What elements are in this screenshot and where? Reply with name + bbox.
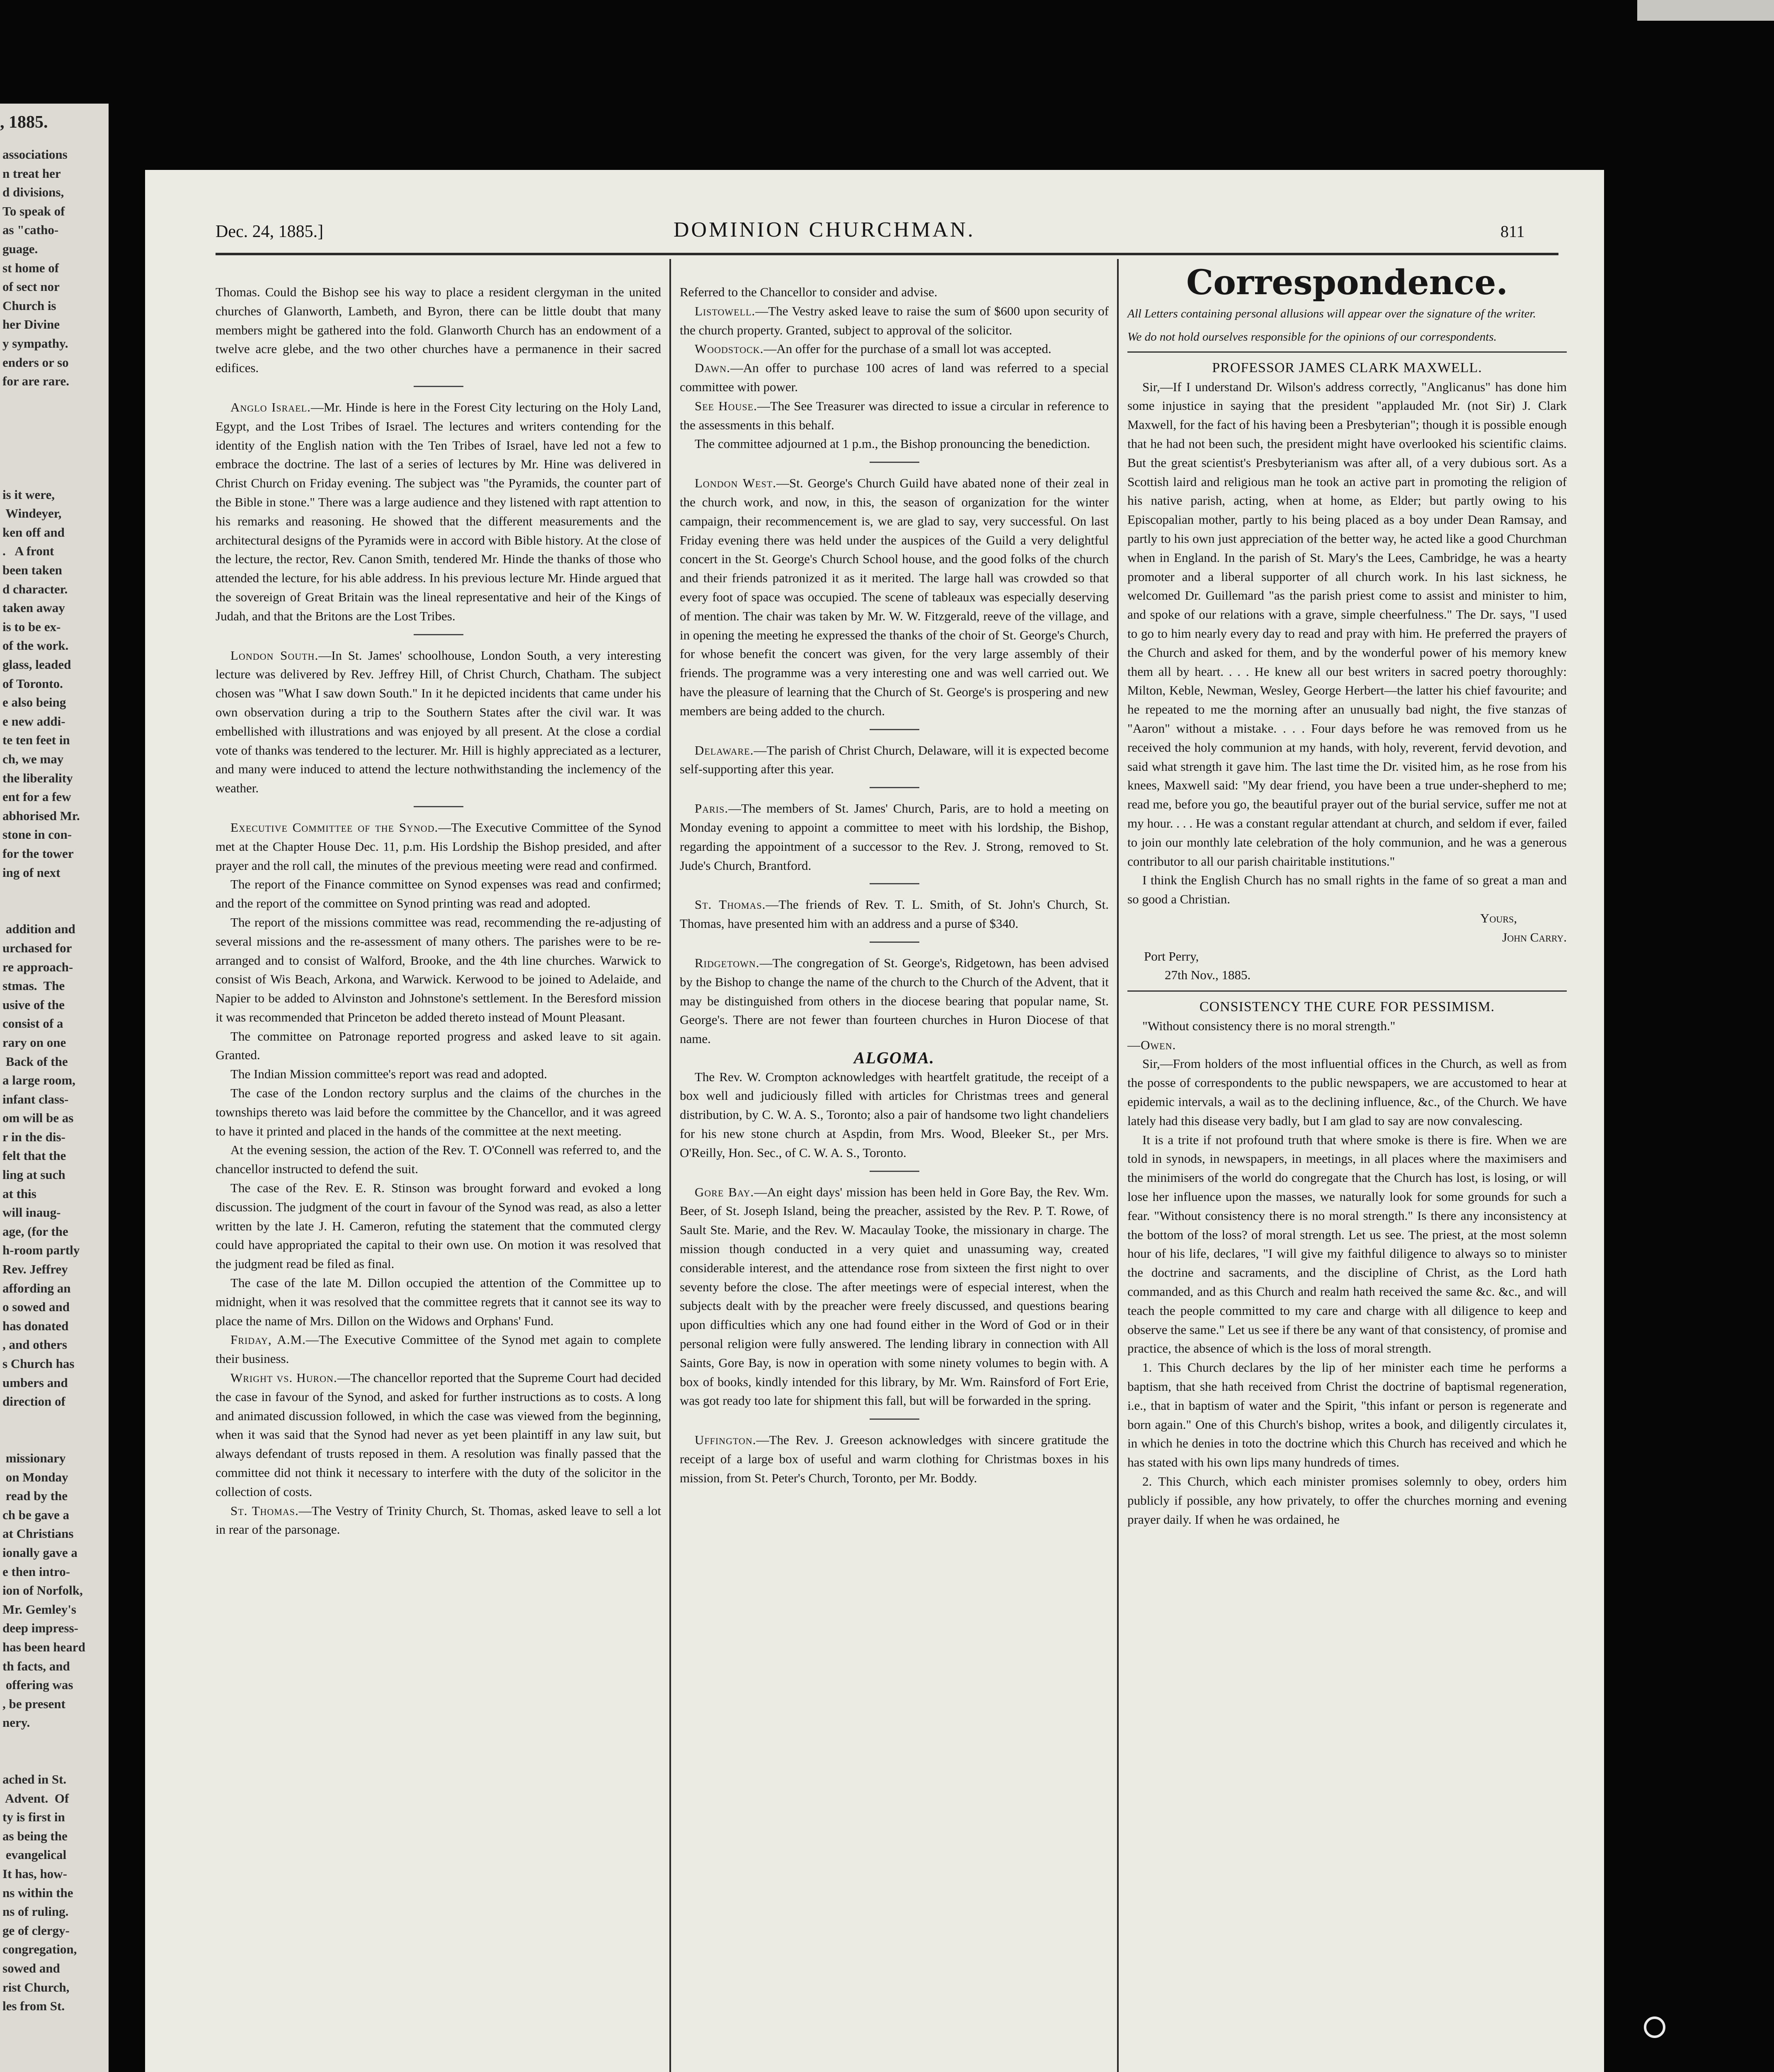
- article-text: —The friends of Rev. T. L. Smith, of St. John's Church, St. Thomas, have presented him with an address and a purse of $340.: [680, 897, 1109, 931]
- column-rule-2: [1117, 259, 1119, 2072]
- article-paragraph: [216, 1179, 661, 1273]
- section-separator: [870, 942, 919, 943]
- article-text: Thomas. Could the Bishop see his way to place a resident clergyman in the united churches of Glanworth, Lambeth, and Byron, there can be little doubt that many members might be gathered into the fold. Glanworth Church has an endowment of a twelve acre glebe, and the two other churches have a permanence in their sacred edifices.: [216, 285, 661, 375]
- article-paragraph: [680, 358, 1109, 397]
- section-separator: [870, 883, 919, 884]
- article-text: —The See Treasurer was directed to issue a circular in reference to the assessments in this behalf.: [680, 398, 1109, 432]
- article-text: —The parish of Christ Church, Delaware, will it is expected become self-supporting after this year.: [680, 743, 1109, 777]
- letter-signature: John Carry.: [1502, 929, 1567, 944]
- article-paragraph: [680, 474, 1109, 720]
- article-lead: Executive Committee of the Synod.: [230, 820, 439, 835]
- newspaper-page: [145, 170, 1604, 2072]
- article-text: The report of the Finance committee on Synod expenses was read and confirmed; and the report of the committee on Synod printing was read and adopted.: [216, 877, 661, 911]
- article-lead: Anglo Israel.: [230, 399, 311, 414]
- article-lead: London South.: [230, 648, 319, 663]
- divider: [1127, 990, 1567, 992]
- article-paragraph: [216, 283, 661, 378]
- letter-paragraph: Sir,—From holders of the most influential offices in the Church, as well as from the posse of correspondents to the public newspapers, we are accustomed to hear at epidemic intervals, a wail as to the declining influence, &c., of the Church. We have lately had this disease very badly, but I am glad to say are now convalescing.: [1127, 1056, 1567, 1128]
- article-lead: Paris.: [695, 801, 729, 816]
- article-paragraph: [680, 799, 1109, 875]
- section-separator: [870, 462, 919, 463]
- letter-place: Port Perry,: [1144, 949, 1199, 963]
- article-lead: Friday, A.M.: [230, 1332, 306, 1347]
- article-text: —The chancellor reported that the Supreme Court had decided the case in favour of the Synod, and asked for further instructions as to costs. A long and animated discussion followed, in which the case was viewed from the beginning, when it was said that the Synod had never as yet been plaintiff in any law suit, but always defendant of trusts reposed in them. A resolution was finally passed that the committee did not think it necessary to interfere with the duty of the solicitor in the collection of costs.: [216, 1370, 661, 1499]
- article-paragraph: [680, 741, 1109, 779]
- article-paragraph: [216, 1084, 661, 1140]
- article-text: The report of the missions committee was read, recommending the re-adjusting of several missions and the re-assessment of many others. The parishes were to be re-arranged and to consist of Walford, Brooke, and the 4th line churches. Warwick to consist of Wis Beach, Arkona, and Warwick. Kerwood to be joined to Adelaide, and Napier to be added to Alvinston and Johnstone's settlement. In the Beresford mission it was recommended that Princeton be added thereto instead of Mount Pleasant.: [216, 915, 661, 1024]
- article-text: The case of the London rectory surplus and the claims of the churches in the townships thereto was laid before the committee by the Chancellor, and it was agreed to have it printed and placed in the hands of the committee at the next meeting.: [216, 1086, 661, 1138]
- article-paragraph: [216, 1501, 661, 1539]
- scan-corner: [1637, 0, 1774, 21]
- article-lead: Wright vs. Huron.: [230, 1370, 337, 1385]
- divider: [1127, 351, 1567, 353]
- article-paragraph: [680, 302, 1109, 340]
- section-separator: [870, 787, 919, 788]
- letter-paragraph: Sir,—If I understand Dr. Wilson's address correctly, "Anglicanus" has done him some injustice in saying that the president "applauded Mr. (not Sir) J. Clark Maxwell, for the fact of his having been a Presbyterian"; though it is possible enough that he had not been such, the president might have overlooked his scientific claims. But the great scientist's Presbyterianism was after all, of a very dubious sort. As a Scottish laird and religious man he took an active part in promoting the religion of his native parish, acting, when at home, as Elder; but partly owing to his Episcopalian mother, partly to his being placed as a boy under Dean Ramsay, and partly to his own just appreciation of the better way, he acted like a good Churchman when in England. In the parish of St. Mary's the Lees, Cambridge, he was a hearty promoter and a liberal supporter of all church work. In his last sickness, he welcomed Dr. Guillemard "as the parish priest come to assist and minister to him, and spoke of our relations with a grave, simple cheerfulness." The Dr. says, "I used to go to him nearly every day to read and pray with him. He preferred the prayers of the Church and asked for them, and by the wonderful power of his memory knew them all by heart. . . . He knew all our best writers in sacred poetry thoroughly: Milton, Keble, Newman, Wesley, George Herbert—the latter his chief favourite; and he repeated to me the morning after an unusually bad night, the five stanzas of "Aaron" without a mistake. . . . Four days before he was removed from us he received the holy communion at my hands, with holy, reverent, fervid devotion, and said what strength it gave him. The last time the Dr. visited him, as he rose from his knees, Maxwell said: "My dear friend, you have been a true under-shepherd to me; read me, before you go, the beautiful prayer out of the burial service, suffer me not at my hour. . . . He was a constant regular attendant at church, and seldom if ever, failed to join our monthly late celebration of the holy communion, and he was a generous contributor to all our parish chairitable institutions.": [1127, 379, 1567, 869]
- article-text: —The congregation of St. George's, Ridgetown, has been advised by the Bishop to change the name of the church to the Church of the Advent, that it may be distinguished from others in the diocese bearing that popular name, St. George's. There are not fewer than fourteen churches in Huron Diocese of that name.: [680, 955, 1109, 1046]
- article-text: The committee on Patronage reported progress and asked leave to sit again. Granted.: [216, 1029, 661, 1063]
- algoma-heading: ALGOMA.: [853, 1048, 935, 1067]
- article-paragraph: [216, 1065, 661, 1084]
- page-date: Dec. 24, 1885.]: [216, 222, 324, 241]
- left-fragment-text: associations n treat her d divisions, To speak of as "catho- guage. st home of of sect nor Church is her Divine y sympathy. enders or so for are rare. is it were, Windeyer, ken off and . A front been taken d character. taken away is to be ex- of the work. glass, leaded of Toronto. e also being e new addi- te ten feet in ch, we may the liberality ent for a few abhorised Mr. stone in con- for the tower ing of next addition and urchased for re approach- stmas. The usive of the consist of a rary on one Back of the a large room, infant class- om will be as r in the dis- felt that the ling at such at this will inaug- age, (for the h-room partly Rev. Jeffrey affording an o sowed and has donated , and others s Church has umbers and direction of missionary on Monday read by the ch be gave a at Christians ionally gave a e then intro- ion of Norfolk, Mr. Gemley's deep impress- has been heard th facts, and offering was , be present nery. ached in St. Advent. Of ty is first in as being the evangelical It has, how- ns within the ns of ruling. ge of clergy- congregation, sowed and rist Church, les from St.: [2, 147, 85, 2014]
- article-paragraph: [680, 895, 1109, 933]
- article-text: The Rev. W. Crompton acknowledges with heartfelt gratitude, the receipt of a box well and judiciously filled with articles for Christmas trees and general distribution, by C. W. A. S., Toronto; also a pair of handsome two light chandeliers for his new stone church at Aspdin, from Mrs. Wood, Bleeker St., per Mrs. O'Reilly, Hon. Sec., of C. W. A. S., Toronto.: [680, 1069, 1109, 1160]
- column-3: [1127, 265, 1567, 1529]
- article-lead: Gore Bay.: [695, 1184, 754, 1199]
- page-number: 811: [1500, 222, 1525, 241]
- article-text: —The Executive Committee of the Synod met again to complete their business.: [216, 1332, 661, 1366]
- article-text: At the evening session, the action of the Rev. T. O'Connell was referred to, and the chancellor instructed to defend the suit.: [216, 1143, 661, 1176]
- article-text: The committee adjourned at 1 p.m., the Bishop pronouncing the benediction.: [695, 436, 1090, 451]
- article-lead: See House.: [695, 398, 757, 413]
- article-paragraph: [216, 1368, 661, 1501]
- article-text: —The members of St. James' Church, Paris, are to hold a meeting on Monday evening to appoint a committee to meet with his lordship, the Bishop, regarding the appointment of a successor to the Rev. J. Strong, removed to St. Jude's Church, Brantford.: [680, 801, 1109, 873]
- article-lead: St. Thomas.: [230, 1503, 299, 1518]
- article-text: —The Executive Committee of the Synod met at the Chapter House Dec. 11, p.m. His Lordship the Bishop presided, and after prayer and the roll call, the minutes of the previous meeting were read and confirmed.: [216, 820, 661, 873]
- article-text: —An offer for the purchase of a small lot was accepted.: [763, 341, 1052, 356]
- article-text: The case of the late M. Dillon occupied the attention of the Committee up to midnight, when it was resolved that the committee regrets that it cannot see its way to place the name of Mrs. Dillon on the Widows and Orphans' Fund.: [216, 1276, 661, 1328]
- article-lead: Uffington.: [695, 1433, 756, 1447]
- letter-paragraph: It is a trite if not profound truth that where smoke is there is fire. When we are told in synods, in newspapers, in meetings, in all places where the maximisers and the minimisers of the world do congregate that the Church has lost, is losing, or will lose her influence upon the masses, we naturally look for some grounds for such a fear. "Without consistency there is no moral strength." Is there any inconsistency at the bottom of the loss? of moral strength. Let us see. The priest, at the most solemn hour of his life, declares, "I will give my faithful diligence to always so to minister the doctrine and sacraments, and the discipline of Christ, as the Lord hath commanded, and as this Church and realm hath received the same &c. &c., and will teach the people committed to my care and charge with all diligence to keep and observe the same." Let us see if there be any want of that consistency, of promise and practice, the absence of which is the loss of moral strength.: [1127, 1132, 1567, 1356]
- letter-epigraph: "Without consistency there is no moral strength.": [1142, 1018, 1396, 1033]
- letter-paragraph: I think the English Church has no small rights in the fame of so great a man and so good a Christian.: [1127, 873, 1567, 907]
- section-separator: [870, 1418, 919, 1420]
- header-rule: [216, 253, 1558, 255]
- article-paragraph: [216, 818, 661, 875]
- article-paragraph: [216, 1140, 661, 1179]
- article-lead: St. Thomas.: [695, 897, 766, 912]
- article-paragraph: [216, 875, 661, 913]
- article-text: Referred to the Chancellor to consider and advise.: [680, 285, 938, 299]
- article-paragraph: [680, 283, 1109, 302]
- letter-epigraph-author: —Owen.: [1127, 1037, 1176, 1052]
- left-fragment-date: , 1885.: [0, 113, 48, 132]
- letter-closing: Yours,: [1480, 910, 1517, 925]
- article-text: —The Vestry of Trinity Church, St. Thomas, asked leave to sell a lot in rear of the parsonage.: [216, 1503, 662, 1537]
- letter-date: 27th Nov., 1885.: [1165, 968, 1251, 983]
- section-separator: [414, 386, 463, 387]
- article-paragraph: [216, 646, 661, 798]
- article-paragraph: [216, 1273, 661, 1330]
- article-lead: Listowell.: [695, 303, 756, 318]
- article-text: The case of the Rev. E. R. Stinson was brought forward and evoked a long discussion. The judgment of the court in favour of the Synod was read, as also a letter written by the late J. H. Cameron, refuting the statement that the commuted clergy could have appropriated the capital to their own use. On motion it was resolved that the judgment read be filed as final.: [216, 1181, 661, 1271]
- section-separator: [870, 1171, 919, 1172]
- article-paragraph: [680, 1067, 1109, 1162]
- punch-hole: [1644, 2016, 1665, 2038]
- correspondence-note: All Letters containing personal allusions will appear over the signature of the writer.: [1127, 307, 1536, 320]
- article-lead: Delaware.: [695, 743, 754, 758]
- masthead: DOMINION CHURCHMAN.: [674, 218, 975, 242]
- letter-title: PROFESSOR JAMES CLARK MAXWELL.: [1212, 360, 1482, 375]
- letter-title: CONSISTENCY THE CURE FOR PESSIMISM.: [1199, 999, 1495, 1015]
- correspondence-note: We do not hold ourselves responsible for the opinions of our correspondents.: [1127, 330, 1497, 344]
- article-text: —An eight days' mission has been held in Gore Bay, the Rev. Wm. Beer, of St. Joseph Island, being the preacher, assisted by the Rev. P. T. Rowe, of Sault Ste. Marie, and the Rev. W. Macaulay Tooke, the missionary in charge. The mission though conducted in a very quiet and unassuming way, created considerable interest, and the attendance rose from sixteen the first night to over seventy before the close. The after meetings were of especial interest, when the subjects dealt with by the preacher were freely discussed, and questions bearing upon difficulties which any one had found either in the Word of God or in their personal religion were fully answered. The lending library in connection with All Saints, Gore Bay, is now in operation with some ninety volumes to begin with. A box of books, kindly intended for this library, by Mr. Wm. Rainsford of Fort Erie, was got ready too late for shipment this fall, but will be forwarded in the spring.: [680, 1184, 1109, 1408]
- article-paragraph: [680, 954, 1109, 1048]
- letter-paragraph: 1. This Church declares by the lip of her minister each time he performs a baptism, that she hath received from Christ the doctrine of baptismal regeneration, i.e., that in baptism of water and the Spirit, "this infant or person is regenerate and born again." One of this Church's bishop, writes a book, and diligently circulates it, in which he denies in toto the doctrine which this Church has received and which he has stated with his own lips many hundreds of times.: [1127, 1360, 1567, 1470]
- article-paragraph: [216, 398, 661, 626]
- article-text: —St. George's Church Guild have abated none of their zeal in the church work, and now, in this, the season of organization for the winter campaign, their recommencement is, we are glad to say, very successful. On last Friday evening there was held under the auspices of the Guild a very delightful concert in the St. George's Church School house, and the good folks of the church and their friends patronized it as it merited. The large hall was crowded so that every foot of space was occupied. The scene of tableaux was especially deserving of mention. The chair was taken by Mr. W. W. Fitzgerald, reeve of the village, and in opening the meeting he expressed the thanks of the choir of St. George's Church, for whose benefit the concert was given, for the very large assembly of their friends. The programme was a very interesting one and was well carried out. We have the pleasure of learning that the Church of St. George's is prospering and new members are being added to the church.: [680, 476, 1109, 718]
- article-paragraph: [680, 1183, 1109, 1411]
- article-lead: Woodstock.: [695, 341, 764, 356]
- section-separator: [870, 729, 919, 730]
- article-text: —Mr. Hinde is here in the Forest City lecturing on the Holy Land, Egypt, and the Lost Tribes of Israel. The lectures and writers contending for the identity of the English nation with the Ten Tribes of Israel, have led not a few to embrace the doctrine. The last of a series of lectures by Mr. Hine was delivered in Christ Church on Friday evening. The subject was "the Pyramids, the counter part of the Bible in stone." There was a large audience and they listened with rapt attention to his remarks and reasoning. He showed that the different measurements and the architectural designs of the Pyramids were in accord with Bible history. At the close of the lecture, the rector, Rev. Canon Smith, tendered Mr. Hinde the thanks of those who attended the lecture, for his able address. In his previous lecture Mr. Hinde argued that the sovereign of Great Britain was the lineal representative and heir of the Kings of Judah, and that the Britons are the Lost Tribes.: [216, 399, 661, 623]
- section-separator: [414, 806, 463, 807]
- column-1: [216, 283, 661, 1539]
- article-lead: Dawn.: [695, 361, 730, 375]
- article-paragraph: [680, 397, 1109, 435]
- article-text: —In St. James' schoolhouse, London South, a very interesting lecture was delivered by Rev. Jeffrey Hill, of Christ Church, Chatham. The subject chosen was "What I saw down South." In it he depicted incidents that came under his own observation during a trip to the Southern States after the civil war. It was embellished with illustrations and was enjoyed by all present. At the close a cordial vote of thanks was tendered to the lecturer. Mr. Hill is highly appreciated as a lecturer, and many were induced to attend the lecture nothwithstanding the inclemency of the weather.: [216, 648, 661, 796]
- article-text: —An offer to purchase 100 acres of land was referred to a special committee with power.: [680, 361, 1109, 394]
- correspondence-heading: Correspondence.: [1186, 263, 1508, 303]
- article-paragraph: [680, 1431, 1109, 1487]
- article-paragraph: [216, 1330, 661, 1368]
- article-lead: London West.: [695, 476, 777, 491]
- article-paragraph: [216, 1027, 661, 1065]
- left-page-fragment: [0, 104, 109, 2072]
- column-rule-1: [669, 259, 671, 2072]
- article-lead: Ridgetown.: [695, 955, 760, 970]
- article-paragraph: [216, 913, 661, 1027]
- letter-paragraph: 2. This Church, which each minister promises solemnly to obey, orders him publicly if possible, any how privately, to offer the churches morning and evening prayer daily. If when he was ordained, he: [1127, 1474, 1567, 1527]
- article-text: —The Vestry asked leave to raise the sum of $600 upon security of the church property. Granted, subject to approval of the solicitor.: [680, 303, 1109, 337]
- section-separator: [414, 634, 463, 635]
- article-paragraph: [680, 339, 1109, 358]
- article-text: The Indian Mission committee's report was read and adopted.: [230, 1067, 548, 1082]
- article-text: —The Rev. J. Greeson acknowledges with sincere gratitude the receipt of a large box of useful and warm clothing for Christmas boxes in his mission, from St. Peter's Church, Toronto, per Mr. Boddy.: [680, 1433, 1109, 1485]
- article-paragraph: [680, 434, 1109, 453]
- column-2: [680, 283, 1109, 1488]
